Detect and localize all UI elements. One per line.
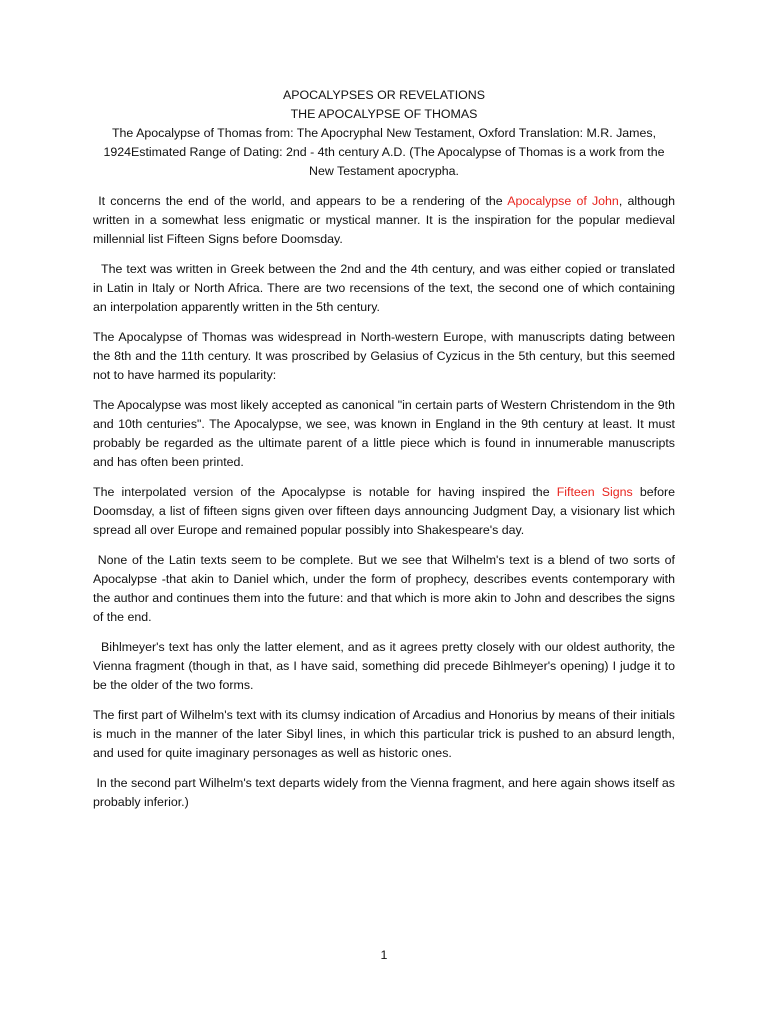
paragraph-1-text-a: It concerns the end of the world, and appears to be a rendering of the — [93, 194, 508, 208]
paragraph-1 — [93, 192, 675, 249]
fifteen-signs-link[interactable]: Fifteen Signs — [556, 485, 633, 499]
paragraph-3: The Apocalypse of Thomas was widespread in North-western Europe, with manuscripts dating between the 8th and the 11th century. It was proscribed by Gelasius of Cyzicus in the 5th century, but this seemed not to have harmed its popularity: — [93, 330, 675, 382]
paragraph-5-text-b: before Doomsday, a list of fifteen signs given over fifteen days announcing Judgment Day, a visionary list which spread all over Europe and remained popular possibly into Shakespeare's day. — [93, 485, 675, 537]
page-number: 1 — [380, 948, 388, 962]
document-body — [93, 192, 679, 823]
paragraph-5-text-a: The interpolated version of the Apocalypse is notable for having inspired the — [93, 485, 557, 499]
paragraph-9: In the second part Wilhelm's text departs widely from the Vienna fragment, and here again shows itself as probably inferior.) — [93, 776, 679, 809]
paragraph-6: None of the Latin texts seem to be complete. But we see that Wilhelm's text is a blend of two sorts of Apocalypse -that akin to Daniel which, under the form of prophecy, describes events contemporary with the author and continues them into the future: and that which is more akin to John and describes the signs of the end. — [93, 553, 679, 624]
paragraph-8: The first part of Wilhelm's text with its clumsy indication of Arcadius and Honorius by means of their initials is much in the manner of the later Sibyl lines, in which this particular trick is pushed to an absurd length, and used for quite imaginary personages as well as historic ones. — [93, 708, 675, 760]
source-citation: The Apocalypse of Thomas from: The Apocryphal New Testament, Oxford Translation: M.R. James, 1924Estimated Range of Dating: 2nd - 4th century A.D. (The Apocalypse of Thomas is a work from the New Testament apocrypha. — [103, 126, 665, 178]
paragraph-7: Bihlmeyer's text has only the latter element, and as it agrees pretty closely with our oldest authority, the Vienna fragment (though in that, as I have said, something did precede Bihlmeyer's opening) I judge it to be the older of the two forms. — [93, 640, 679, 692]
paragraph-5 — [93, 483, 675, 540]
section-title: APOCALYPSES OR REVELATIONS — [283, 88, 485, 102]
apocalypse-of-john-link[interactable]: Apocalypse of John — [507, 194, 619, 208]
document-title: THE APOCALYPSE OF THOMAS — [290, 107, 478, 121]
paragraph-2: The text was written in Greek between the 2nd and the 4th century, and was either copied or translated in Latin in Italy or North Africa. There are two recensions of the text, the second one of which containing an interpolation apparently written in the 5th century. — [93, 262, 679, 314]
paragraph-4: The Apocalypse was most likely accepted as canonical "in certain parts of Western Christendom in the 9th and 10th centuries". The Apocalypse, we see, was known in England in the 9th century at least. It must probably be regarded as the ultimate parent of a little piece which is found in innumerable manuscripts and has often been printed. — [93, 398, 675, 469]
paragraph-1-text-b: , although written in a somewhat less enigmatic or mystical manner. It is the inspiration for the popular medieval millennial list Fifteen Signs before Doomsday. — [93, 194, 675, 246]
document-header — [92, 86, 676, 181]
